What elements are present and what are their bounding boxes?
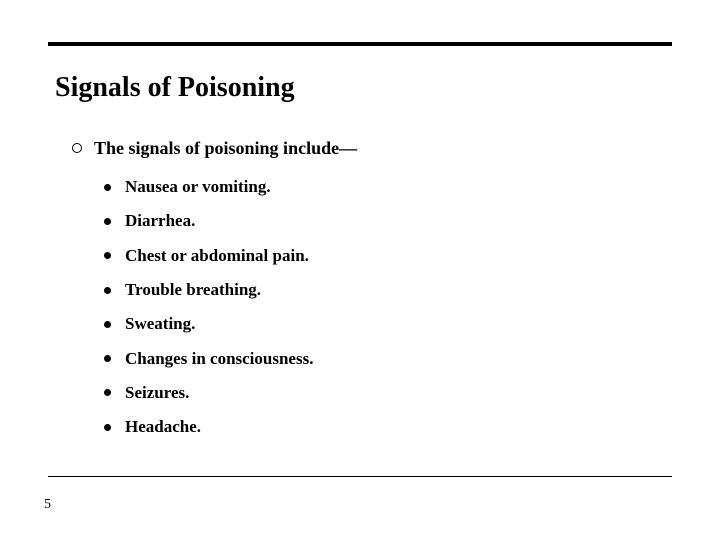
- slide-title: Signals of Poisoning: [55, 72, 295, 103]
- list-item-text: Chest or abdominal pain.: [125, 245, 309, 265]
- intro-text: The signals of poisoning include—: [94, 137, 358, 158]
- list-item-text: Trouble breathing.: [125, 280, 262, 300]
- list-item: [104, 376, 313, 410]
- list-item: [104, 204, 313, 238]
- dot-bullet-icon: [104, 252, 111, 259]
- intro-line: [72, 136, 357, 160]
- dot-bullet-icon: [104, 287, 111, 294]
- dot-bullet-icon: [104, 184, 111, 191]
- ring-bullet-icon: [72, 143, 82, 153]
- top-divider: [48, 42, 672, 46]
- dot-bullet-icon: [104, 424, 111, 431]
- list-item-text: Seizures.: [125, 382, 190, 402]
- list-item: [104, 239, 313, 273]
- list-item: [104, 341, 313, 375]
- page-number: 5: [44, 497, 51, 512]
- list-item: [104, 307, 313, 341]
- dot-bullet-icon: [104, 389, 111, 396]
- signals-list: [104, 170, 313, 444]
- list-item-text: Sweating.: [125, 314, 196, 334]
- list-item: [104, 410, 313, 444]
- list-item: [104, 170, 313, 204]
- dot-bullet-icon: [104, 218, 111, 225]
- list-item-text: Headache.: [125, 417, 202, 437]
- bottom-divider: [48, 476, 672, 477]
- list-item-text: Diarrhea.: [125, 211, 196, 231]
- list-item-text: Changes in consciousness.: [125, 348, 314, 368]
- list-item-text: Nausea or vomiting.: [125, 177, 271, 197]
- dot-bullet-icon: [104, 355, 111, 362]
- dot-bullet-icon: [104, 321, 111, 328]
- list-item: [104, 273, 313, 307]
